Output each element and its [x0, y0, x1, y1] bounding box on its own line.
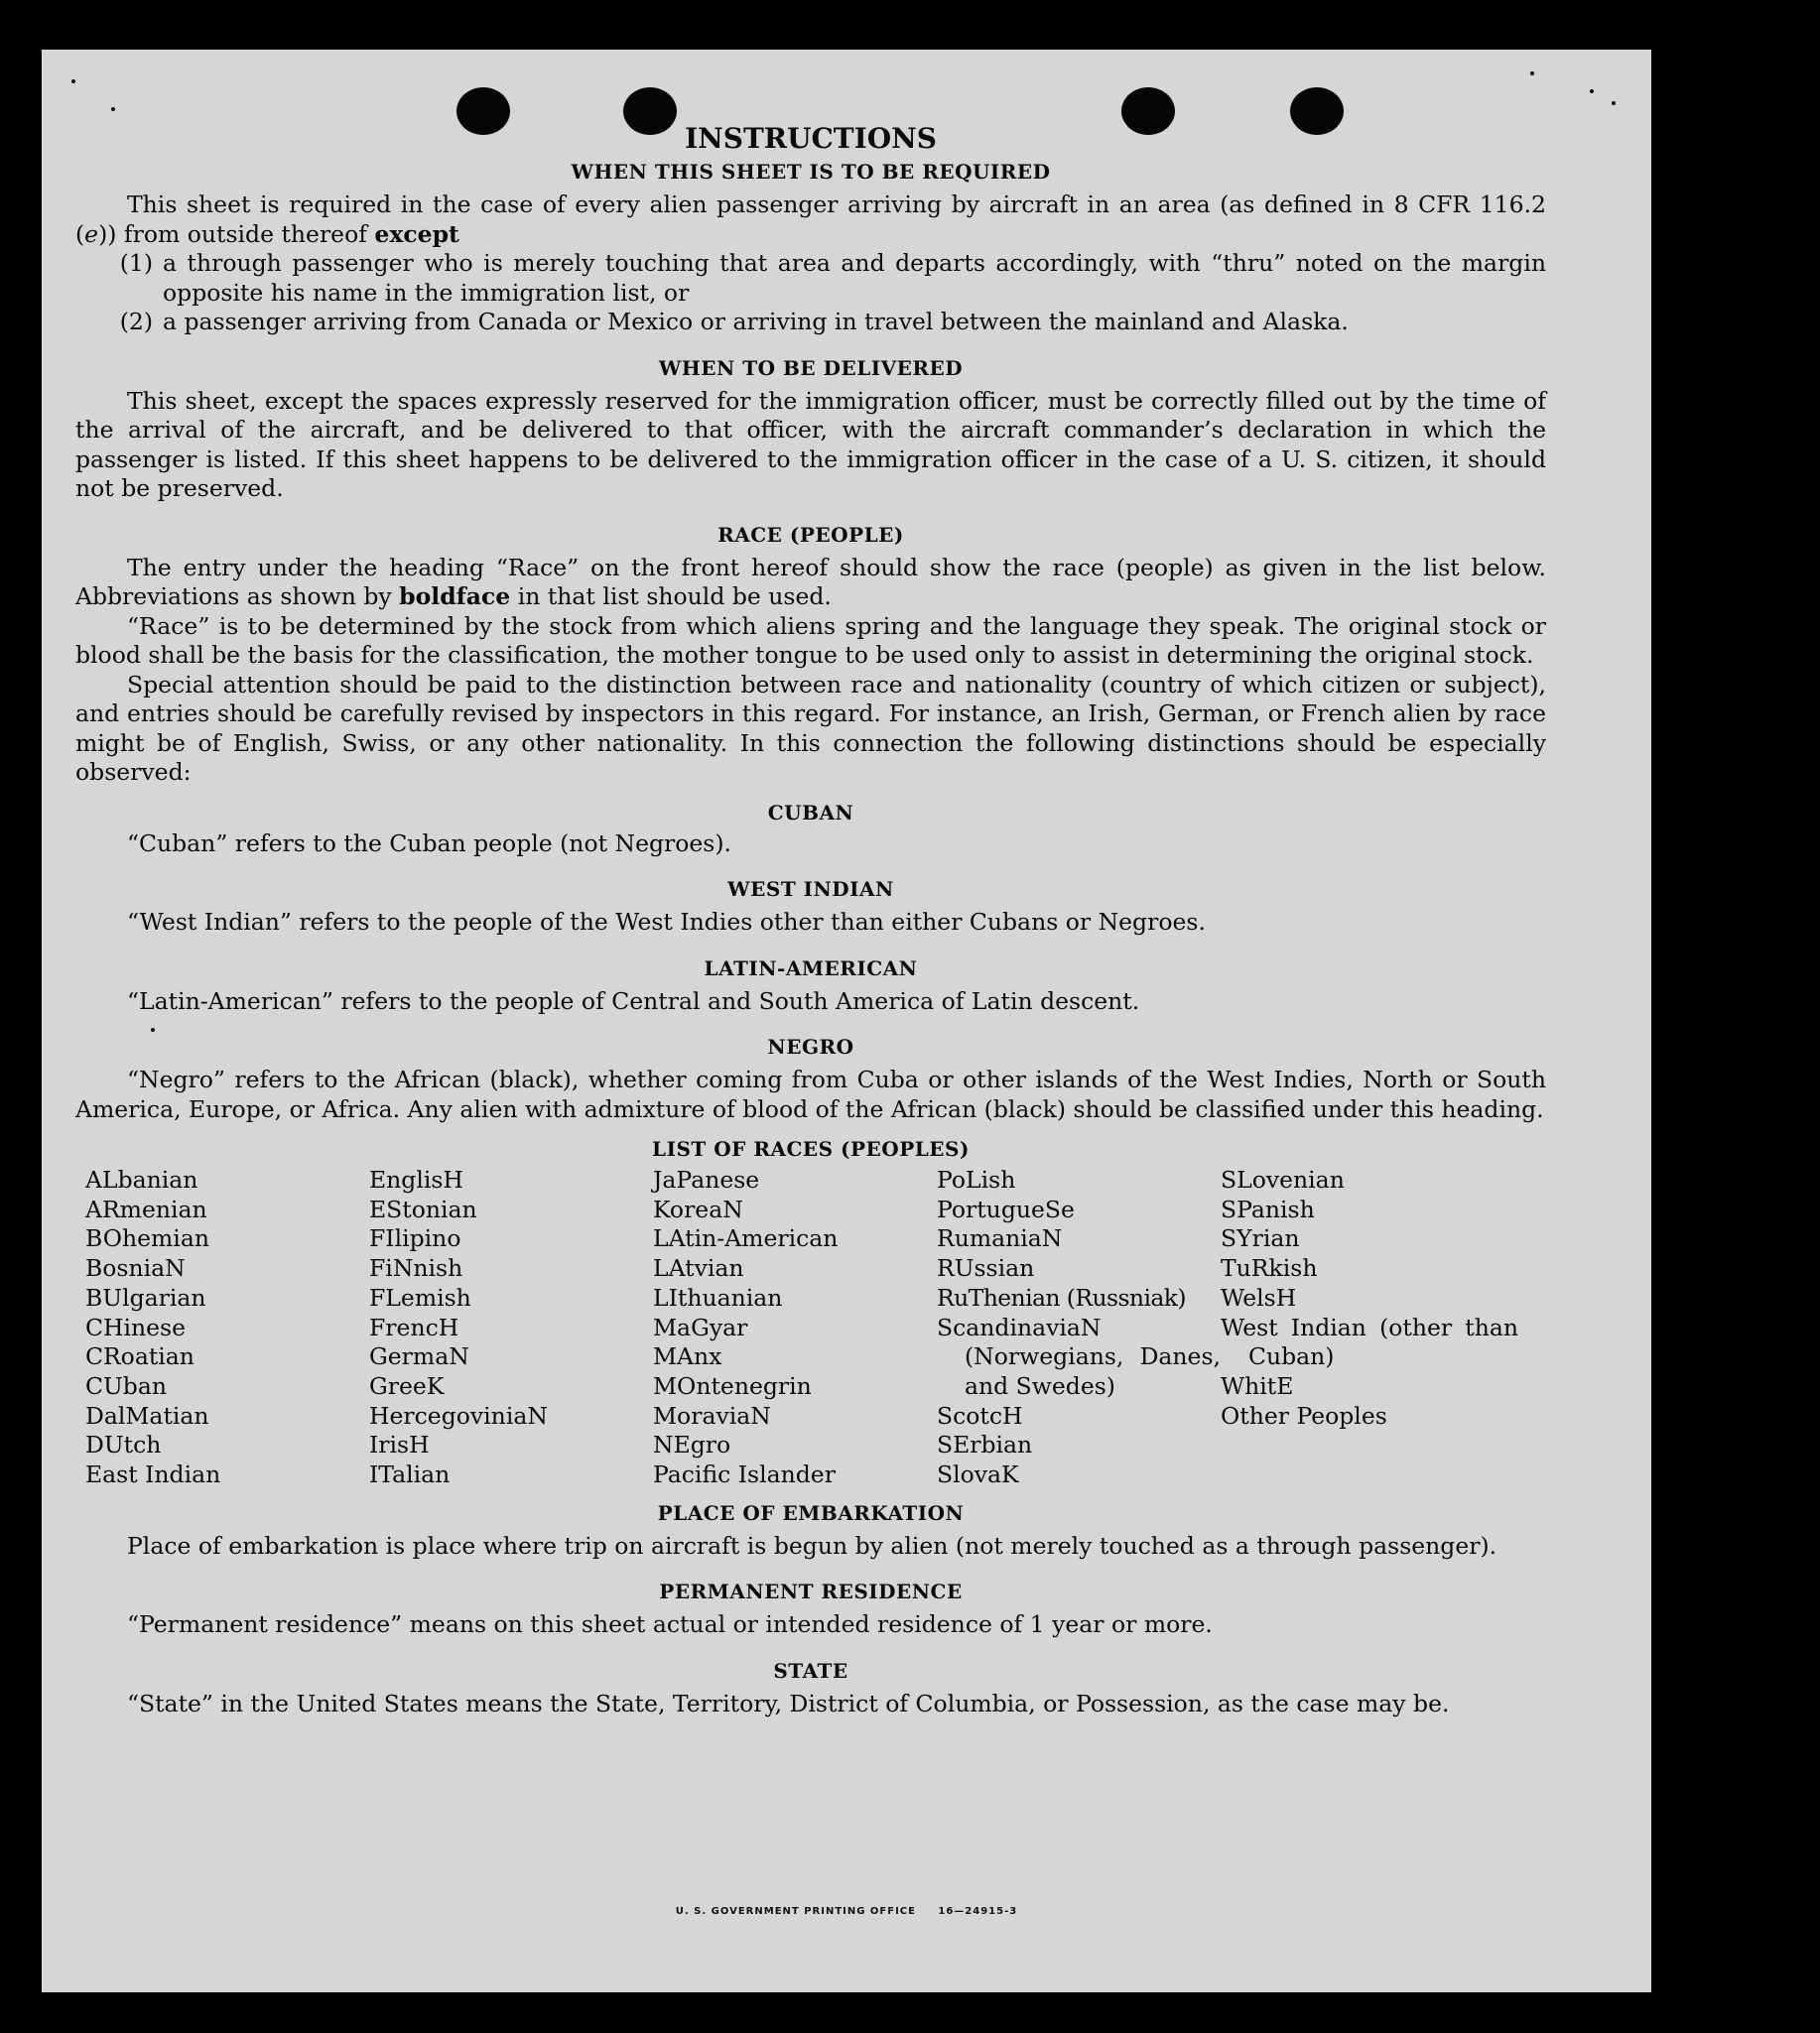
races-column: [369, 1166, 653, 1490]
west-indian-heading: WEST INDIAN: [727, 877, 894, 901]
race-entry: ITalian: [369, 1461, 451, 1489]
race-entry: ALbanian: [85, 1166, 198, 1194]
race-entry: CUban: [85, 1371, 167, 1400]
race-entry: BOhemian: [85, 1224, 209, 1253]
race-entry: DalMatian: [85, 1401, 209, 1430]
exception-item: (2) a passenger arriving from Canada or Mexico or arriving in travel between the mainland and Alaska.: [119, 308, 1349, 335]
race-entry: DUtch: [85, 1431, 162, 1460]
race-entry: LAtin-American: [653, 1224, 839, 1253]
race-entry: SYrian: [1221, 1224, 1300, 1253]
race-entry: MaGyar: [653, 1313, 748, 1341]
race-entry: Other Peoples: [1221, 1401, 1387, 1430]
embarkation-text: Place of embarkation is place where trip on aircraft is begun by alien (not merely touched as a through passenger).: [127, 1531, 1497, 1560]
race-heading: RACE (PEOPLE): [717, 522, 904, 547]
cuban-text: “Cuban” refers to the Cuban people (not Negroes).: [127, 828, 732, 857]
races-column: [653, 1166, 937, 1490]
negro-text: “Negro” refers to the African (black), whether coming from Cuba or other islands of the West Indies, North or South America, Europe, or Africa. Any alien with admixture of blood of the African (black) should be classified under this heading.: [75, 1066, 1546, 1123]
race-entry: LAtvian: [653, 1254, 744, 1283]
delivered-heading: WHEN TO BE DELIVERED: [658, 355, 964, 380]
race-entry: RumaniaN: [937, 1224, 1063, 1253]
race-entry: East Indian: [85, 1461, 221, 1489]
speck: [71, 79, 75, 83]
delivered-text: This sheet, except the spaces expressly reserved for the immigration officer, must be correctly filled out by the time of the arrival of the aircraft, and be delivered to that officer, with the aircraft commander’s declaration in which the passenger is listed. If this sheet happens to be delivered to the immigration officer in the case of a U. S. citizen, it should not be preserved.: [75, 386, 1546, 502]
race-entry: SPanish: [1221, 1195, 1315, 1223]
state-text: “State” in the United States means the State, Territory, District of Columbia, or Possession, as the case may be.: [127, 1689, 1450, 1717]
printer-imprint: U. S. GOVERNMENT PRINTING OFFICE 16—24915-3: [675, 1906, 1018, 1917]
race-entry: West Indian (other than Cuban): [1221, 1313, 1518, 1371]
race-entry: RuThenian (Russniak): [937, 1283, 1186, 1312]
exception-item: (1) a through passenger who is merely touching that area and departs accordingly, with “thru” noted on the margin opposite his name in the immigration list, or: [119, 249, 1546, 307]
race-entry: MoraviaN: [653, 1401, 771, 1430]
race-entry: JaPanese: [653, 1166, 760, 1194]
races-column: [1221, 1166, 1518, 1490]
race-entry: FIlipino: [369, 1224, 461, 1253]
race-entry: EStonian: [369, 1195, 477, 1223]
latin-american-heading: LATIN-AMERICAN: [704, 955, 918, 980]
race-entry: BosniaN: [85, 1254, 186, 1283]
residence-heading: PERMANENT RESIDENCE: [659, 1580, 963, 1604]
page-title: INSTRUCTIONS: [685, 122, 937, 155]
race-paragraph-3: Special attention should be paid to the distinction between race and nationality (country of which citizen or subject), and entries should be carefully revised by inspectors in this regard. For instance, an Irish, German, or French alien by race might be of English, Swiss, or any other nationality. In this connection the following distinctions should be especially observed:: [75, 670, 1546, 786]
race-entry: EnglisH: [369, 1166, 463, 1194]
race-entry: KoreaN: [653, 1195, 743, 1223]
race-paragraph-2: “Race” is to be determined by the stock from which aliens spring and the language they speak. The original stock or blood shall be the basis for the classification, the mother tongue to be used only to assist in determining the original stock.: [75, 611, 1546, 669]
document-sheet: [42, 50, 1651, 1992]
race-entry: SlovaK: [937, 1461, 1019, 1489]
race-entry: BUlgarian: [85, 1283, 206, 1312]
race-entry: TuRkish: [1221, 1254, 1318, 1283]
race-entry: ARmenian: [85, 1195, 207, 1223]
race-entry: SLovenian: [1221, 1166, 1345, 1194]
race-entry: GermaN: [369, 1342, 469, 1371]
race-entry: ScotcH: [937, 1401, 1023, 1430]
required-heading: WHEN THIS SHEET IS TO BE REQUIRED: [571, 160, 1051, 184]
negro-heading: NEGRO: [767, 1035, 854, 1059]
state-heading: STATE: [773, 1658, 848, 1683]
race-entry: NEgro: [653, 1431, 731, 1460]
race-entry: PoLish: [937, 1166, 1016, 1194]
races-column: [937, 1166, 1221, 1490]
race-entry: IrisH: [369, 1431, 430, 1460]
speck: [111, 107, 115, 111]
speck: [1590, 89, 1594, 93]
residence-text: “Permanent residence” means on this sheet actual or intended residence of 1 year or more.: [127, 1610, 1213, 1639]
required-intro: This sheet is required in the case of every alien passenger arriving by aircraft in an area (as defined in 8 CFR 116.2 (e)) from outside thereof except: [75, 191, 1546, 248]
embarkation-heading: PLACE OF EMBARKATION: [657, 1500, 965, 1525]
west-indian-text: “West Indian” refers to the people of the West Indies other than either Cubans or Negroes.: [127, 908, 1206, 936]
race-entry: ScandinaviaN (Norwegians, Danes, and Swedes): [937, 1313, 1221, 1400]
race-entry: CRoatian: [85, 1342, 195, 1371]
list-of-races-heading: LIST OF RACES (PEOPLES): [652, 1137, 970, 1161]
race-entry: RUssian: [937, 1254, 1035, 1283]
race-entry: CHinese: [85, 1313, 186, 1341]
races-list: [85, 1166, 1546, 1490]
race-entry: HercegoviniaN: [369, 1401, 548, 1430]
speck: [1612, 101, 1616, 105]
race-entry: WelsH: [1221, 1283, 1297, 1312]
race-entry: PortugueSe: [937, 1195, 1075, 1223]
race-entry: FiNnish: [369, 1254, 463, 1283]
races-column: [85, 1166, 369, 1490]
race-paragraph-1: The entry under the heading “Race” on the front hereof should show the race (people) as given in the list below. Abbreviations as shown by boldface in that list should be used.: [75, 553, 1546, 610]
speck: [1530, 71, 1534, 75]
race-entry: GreeK: [369, 1371, 445, 1400]
race-entry: WhitE: [1221, 1371, 1294, 1400]
race-entry: LIthuanian: [653, 1283, 783, 1312]
latin-american-text: “Latin-American” refers to the people of Central and South America of Latin descent.: [127, 986, 1140, 1015]
race-entry: FLemish: [369, 1283, 471, 1312]
cuban-heading: CUBAN: [767, 800, 854, 825]
race-entry: MAnx: [653, 1342, 722, 1371]
instructions-content: [75, 121, 1546, 1718]
race-entry: Pacific Islander: [653, 1461, 836, 1489]
race-entry: SErbian: [937, 1431, 1033, 1460]
race-entry: MOntenegrin: [653, 1371, 812, 1400]
race-entry: FrencH: [369, 1313, 459, 1341]
